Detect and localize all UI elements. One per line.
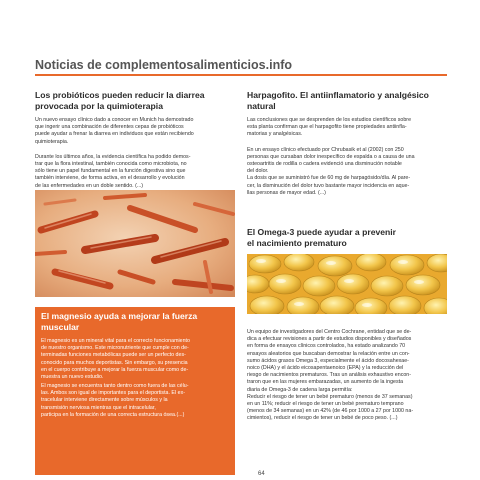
- heading-line: Los probióticos pueden reducir la diarrea: [35, 90, 205, 100]
- text-line: osteoartritis de rodilla o cadera evidenció una disminución notable: [247, 161, 402, 168]
- text-line: participa en la formación de una correcta estructura ósea.(...): [41, 411, 185, 418]
- probioticos-paragraph-1: [35, 117, 235, 146]
- text-line: diaria de Omega-3 de cadena larga permitía:: [247, 386, 353, 393]
- text-line: riesgo de nacimientos prematuros. Tras un análisis exhaustivo encon-: [247, 372, 411, 379]
- text-line: muestra un nuevo estudio.: [41, 374, 104, 381]
- text-line: llas personas de mayor edad. (...): [247, 189, 326, 196]
- text-line: Las conclusiones que se desprenden de los estudios científicos sobre: [247, 117, 412, 123]
- text-line: cimientos), reducir el riesgo de tener un bebé de poco peso. (...): [247, 415, 398, 422]
- text-line: La dosis que se suministró fue de 60 mg de harpagósido/día. Al pare-: [247, 175, 411, 182]
- page-number: 64: [258, 471, 265, 477]
- harpagofito-paragraph-2: [247, 147, 447, 197]
- omega3-heading: [247, 227, 447, 249]
- text-line: Un equipo de investigadores del Centro Cochrane, entidad que se de-: [247, 329, 412, 335]
- magnesio-paragraph-2: [41, 383, 231, 419]
- probioticos-heading: [35, 90, 235, 112]
- text-line: noico (DHA) y el ácido eicosapentaenoico (EPA) y la reducción del: [247, 365, 404, 372]
- title-rule: [35, 74, 447, 76]
- text-line: quimioterapia.: [35, 138, 69, 145]
- bacteria-illustration: [35, 190, 235, 297]
- text-line: en un 11%; reducir el riesgo de tener un bebé prematuro temprano: [247, 401, 404, 408]
- bacteria-photo: [35, 190, 235, 297]
- heading-line: El magnesio ayuda a mejorar la fuerza: [41, 311, 198, 321]
- magnesio-heading: [41, 311, 229, 333]
- harpagofito-paragraph-1: [247, 117, 447, 139]
- text-line: que ingerir una combinación de diferentes cepas de probióticos: [35, 124, 184, 131]
- text-line: en el cuerpo contribuye a mejorar la fuerza muscular como de-: [41, 366, 189, 373]
- text-line: Durante los últimos años, la evidencia científica ha podido demos-: [35, 153, 191, 160]
- harpagofito-heading: [247, 90, 447, 112]
- text-line: ensayos aleatorios que buscaban demostrar la relación entre un con-: [247, 350, 410, 357]
- text-line: cer, la disminución del dolor tuvo bastante mayor incidencia en aque-: [247, 182, 410, 189]
- text-line: personas que cursaban dolor inespecífico de espalda o a causa de una: [247, 153, 415, 160]
- heading-line: el nacimiento prematuro: [247, 238, 347, 248]
- omega3-paragraph: [247, 329, 447, 423]
- text-line: Reducir el riesgo de tener un bebé prematuro (menos de 37 semanas): [247, 393, 413, 400]
- text-line: (menos de 34 semanas) en un 42% (de 46 por 1000 a 27 por 1000 na-: [247, 408, 414, 415]
- text-line: matorias y analgésicas.: [247, 131, 303, 138]
- magnesio-paragraph-1: [41, 338, 231, 381]
- heading-line: provocada por la quimioterapia: [35, 101, 163, 111]
- text-line: conocido para muchos deportistas. Sin embargo, su presencia: [41, 359, 188, 366]
- text-line: sumo ácidos grasos Omega 3, especialmente el ácido docosahexae-: [247, 357, 409, 364]
- heading-line: El Omega-3 puede ayudar a prevenir: [247, 227, 397, 237]
- text-line: El magnesio es un mineral vital para el correcto funcionamiento: [41, 338, 190, 344]
- probioticos-paragraph-2: [35, 154, 235, 190]
- text-line: En un ensayo clínico efectuado por Chrubasik et al (2002) con 250: [247, 146, 404, 153]
- capsules-illustration: [247, 254, 447, 314]
- heading-line: Harpagofito. El antiinflamatorio y analgésico: [247, 90, 429, 100]
- text-line: traron que en las mujeres embarazadas, un aumento de la ingesta: [247, 379, 404, 386]
- text-line: transmisión nerviosa mientras que el intracelular,: [41, 404, 156, 411]
- text-line: en forma de ensayos clínicos controlados, ha estado analizando 70: [247, 343, 406, 350]
- text-line: terminadas funciones metabólicas puede ser un perfecto des-: [41, 352, 186, 359]
- text-line: de nuestro organismo. Este micronutriente que cumple con de-: [41, 345, 189, 352]
- text-line: El magnesio se encuentra tanto dentro como fuera de las célu-: [41, 383, 189, 389]
- heading-line: muscular: [41, 322, 80, 332]
- harpagofito-article: [247, 90, 447, 197]
- omega3-photo: [247, 254, 447, 314]
- text-line: sólo tiene un papel fundamental en la función digestiva sino que: [35, 168, 186, 175]
- text-line: Un nuevo ensayo clínico dado a conocer en Munich ha demostrado: [35, 117, 194, 123]
- text-line: esta planta confirman que el harpagofito tiene propiedades antiinfla-: [247, 124, 407, 131]
- text-line: de las enfermedades en un doble sentido. (...): [35, 182, 144, 189]
- text-line: las. Ambos son igual de importantes para el deportista. El ex-: [41, 390, 185, 397]
- text-line: tracelular interviene directamente sobre músculos y la: [41, 397, 168, 404]
- text-line: trar que la flora intestinal, también conocida como microbiota, no: [35, 161, 187, 168]
- text-line: también interviene, de forma activa, en el desarrollo y evolución: [35, 175, 185, 182]
- heading-line: natural: [247, 101, 276, 111]
- site-title: Noticias de complementosalimenticios.info: [35, 58, 293, 72]
- text-line: puede ayudar a frenar la diarrea en individuos que están recibiendo: [35, 131, 194, 138]
- magnesio-article: [35, 307, 235, 475]
- text-line: del dolor.: [247, 168, 269, 175]
- text-line: dica a efectuar revisiones a partir de estudios disponibles y diseñados: [247, 336, 412, 343]
- probioticos-article: [35, 90, 235, 190]
